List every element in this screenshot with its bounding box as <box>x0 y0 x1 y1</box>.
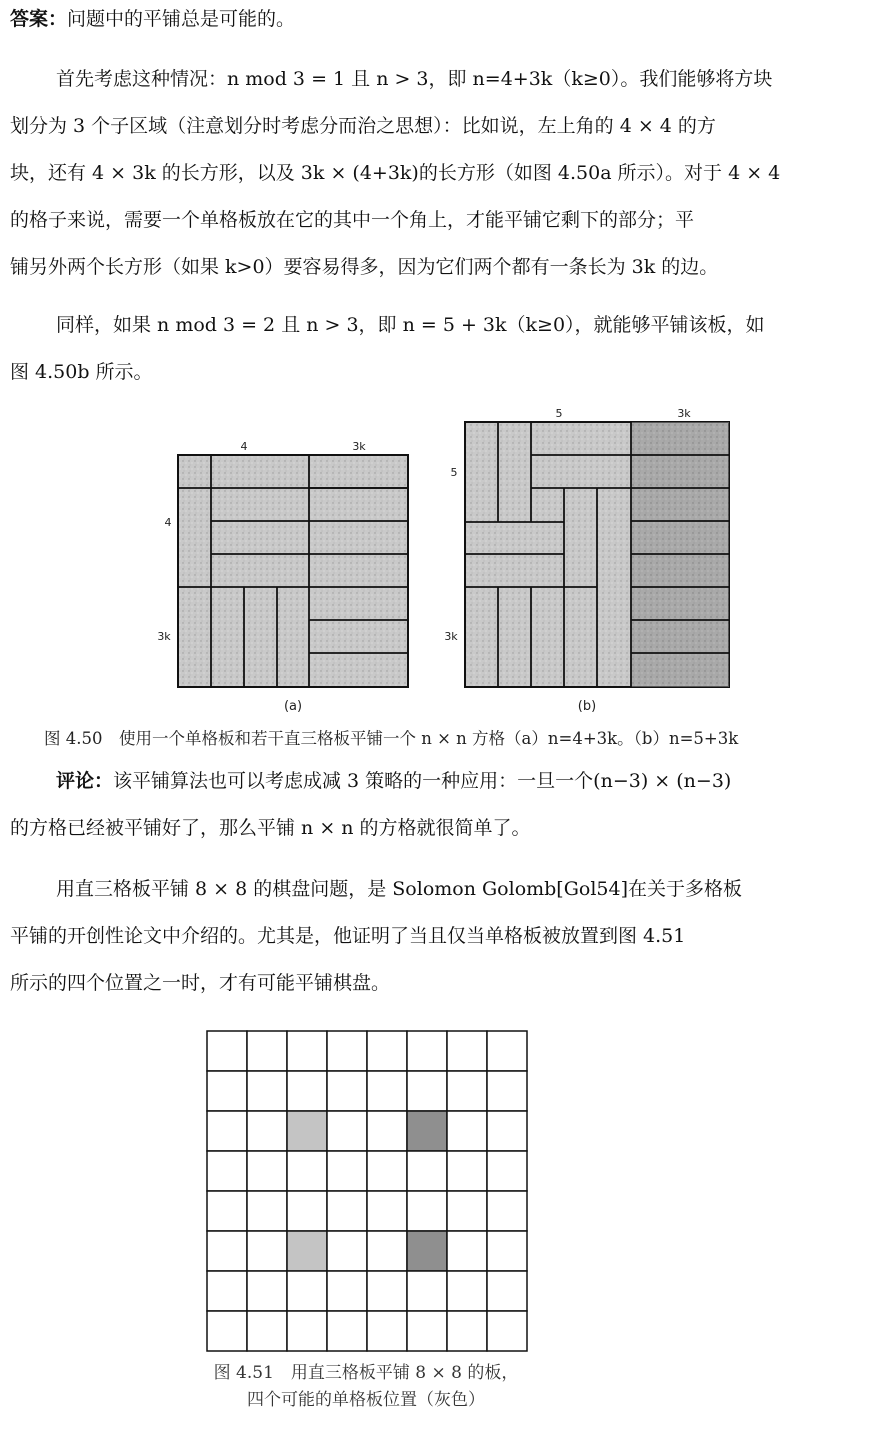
board-cell <box>247 1031 287 1071</box>
b-top-left-label: 5 <box>555 407 563 420</box>
p1-line2: 划分为 3 个子区域（注意划分时考虑分而治之思想）：比如说，左上角的 4 × 4 的方 <box>10 115 716 137</box>
figure-4-50-caption: 图 4.50 使用一个单格板和若干直三格板平铺一个 n × n 方格（a）n=4+3k。（b）n=5+3k <box>44 729 739 748</box>
board-cell <box>287 1191 327 1231</box>
comment-line2: 的方格已经被平铺好了，那么平铺 n × n 的方格就很简单了。 <box>10 817 531 839</box>
board-cell <box>447 1191 487 1231</box>
board-cell <box>287 1151 327 1191</box>
board-cell <box>207 1151 247 1191</box>
board-cell <box>327 1111 367 1151</box>
fig451-caption-line1: 图 4.51 用直三格板平铺 8 × 8 的板， <box>213 1363 519 1383</box>
board-cell <box>487 1031 527 1071</box>
board-cell <box>367 1111 407 1151</box>
board-cell <box>487 1231 527 1271</box>
a-side-top-label: 4 <box>164 516 172 529</box>
board-cell <box>327 1271 367 1311</box>
board-cell <box>447 1031 487 1071</box>
a-caption-label: (a) <box>283 699 303 714</box>
a-top-right-label: 3k <box>352 440 366 453</box>
board-cell <box>207 1031 247 1071</box>
comment-paragraph <box>10 758 878 852</box>
board-cell <box>447 1111 487 1151</box>
board-cell <box>447 1231 487 1271</box>
answer-text: 问题中的平铺总是可能的。 <box>67 8 296 30</box>
p1-line5: 铺另外两个长方形（如果 k>0）要容易得多，因为它们两个都有一条长为 3k 的边。 <box>10 256 719 278</box>
board-cell <box>287 1271 327 1311</box>
p3-line2: 平铺的开创性论文中介绍的。尤其是，他证明了当且仅当单格板被放置到图 4.51 <box>10 925 686 947</box>
figure-a-board <box>157 440 408 714</box>
a-side-bottom-label: 3k <box>157 630 171 643</box>
p2-line1: 同样，如果 n mod 3 = 2 且 n > 3，即 n = 5 + 3k（k≥0），就能够平铺该板，如 <box>56 314 765 336</box>
board-cell <box>287 1311 327 1351</box>
board-cell <box>247 1311 287 1351</box>
fig451-caption-line2: 四个可能的单格板位置（灰色） <box>247 1390 485 1410</box>
figure-4-51-board <box>204 1028 530 1354</box>
board-cell <box>447 1271 487 1311</box>
golomb-paragraph <box>10 866 878 1007</box>
board-cell <box>247 1151 287 1191</box>
comment-line1: 该平铺算法也可以考虑成减 3 策略的一种应用：一旦一个(n−3) × (n−3) <box>113 770 732 792</box>
monomino-position-cell <box>287 1111 327 1151</box>
board-cell <box>367 1311 407 1351</box>
p1-line4: 的格子来说，需要一个单格板放在它的其中一个角上，才能平铺它剩下的部分；平 <box>10 209 695 231</box>
board-cell <box>327 1151 367 1191</box>
board-cell <box>327 1191 367 1231</box>
board-cell <box>487 1151 527 1191</box>
b-top-right-label: 3k <box>677 407 691 420</box>
board-cell <box>287 1071 327 1111</box>
board-cell <box>367 1071 407 1111</box>
board-cell <box>447 1071 487 1111</box>
board-cell <box>207 1071 247 1111</box>
p3-line1: 用直三格板平铺 8 × 8 的棋盘问题，是 Solomon Golomb[Gol54]在关于多格板 <box>56 878 743 900</box>
board-cell <box>487 1191 527 1231</box>
board-cell <box>407 1271 447 1311</box>
a-top-left-label: 4 <box>240 440 248 453</box>
board-cell <box>367 1231 407 1271</box>
monomino-position-cell <box>407 1111 447 1151</box>
board-cell <box>487 1311 527 1351</box>
figure-4-51-caption <box>196 1360 536 1414</box>
b-side-bottom-label: 3k <box>444 630 458 643</box>
board-cell <box>247 1231 287 1271</box>
board-cell <box>287 1031 327 1071</box>
p1-line3: 块，还有 4 × 3k 的长方形，以及 3k × (4+3k)的长方形（如图 4.50a 所示）。对于 4 × 4 <box>10 162 781 184</box>
board-cell <box>487 1071 527 1111</box>
board-cell <box>247 1111 287 1151</box>
figure-b-board <box>444 407 729 714</box>
b-caption-label: (b) <box>577 699 597 714</box>
board-cell <box>207 1231 247 1271</box>
board-cell <box>447 1311 487 1351</box>
board-cell <box>327 1311 367 1351</box>
case-two-paragraph <box>10 302 878 396</box>
board-cell <box>367 1271 407 1311</box>
board-cell <box>367 1151 407 1191</box>
answer-label: 答案： <box>10 8 68 30</box>
board-cell <box>207 1191 247 1231</box>
p2-line2: 图 4.50b 所示。 <box>10 361 153 383</box>
board-cell <box>327 1231 367 1271</box>
p1-line1: 首先考虑这种情况：n mod 3 = 1 且 n > 3，即 n=4+3k（k≥0）。我们能够将方块 <box>56 68 773 90</box>
case-one-paragraph <box>10 56 878 291</box>
figure-4-50 <box>140 400 740 720</box>
board-cell <box>407 1311 447 1351</box>
board-cell <box>447 1151 487 1191</box>
answer-paragraph <box>10 0 878 43</box>
monomino-position-cell <box>407 1231 447 1271</box>
board-cell <box>327 1071 367 1111</box>
comment-label: 评论： <box>56 770 114 792</box>
board-cell <box>247 1271 287 1311</box>
board-cell <box>407 1071 447 1111</box>
board-cell <box>487 1271 527 1311</box>
board-cell <box>407 1191 447 1231</box>
board-cell <box>407 1151 447 1191</box>
board-cell <box>207 1111 247 1151</box>
board-cell <box>367 1191 407 1231</box>
board-cell <box>367 1031 407 1071</box>
monomino-position-cell <box>287 1231 327 1271</box>
board-cell <box>207 1271 247 1311</box>
b-side-top-label: 5 <box>450 466 458 479</box>
board-cell <box>487 1111 527 1151</box>
board-cell <box>327 1031 367 1071</box>
board-cell <box>247 1191 287 1231</box>
p3-line3: 所示的四个位置之一时，才有可能平铺棋盘。 <box>10 972 391 994</box>
board-cell <box>407 1031 447 1071</box>
board-cell <box>247 1071 287 1111</box>
board-cell <box>207 1311 247 1351</box>
